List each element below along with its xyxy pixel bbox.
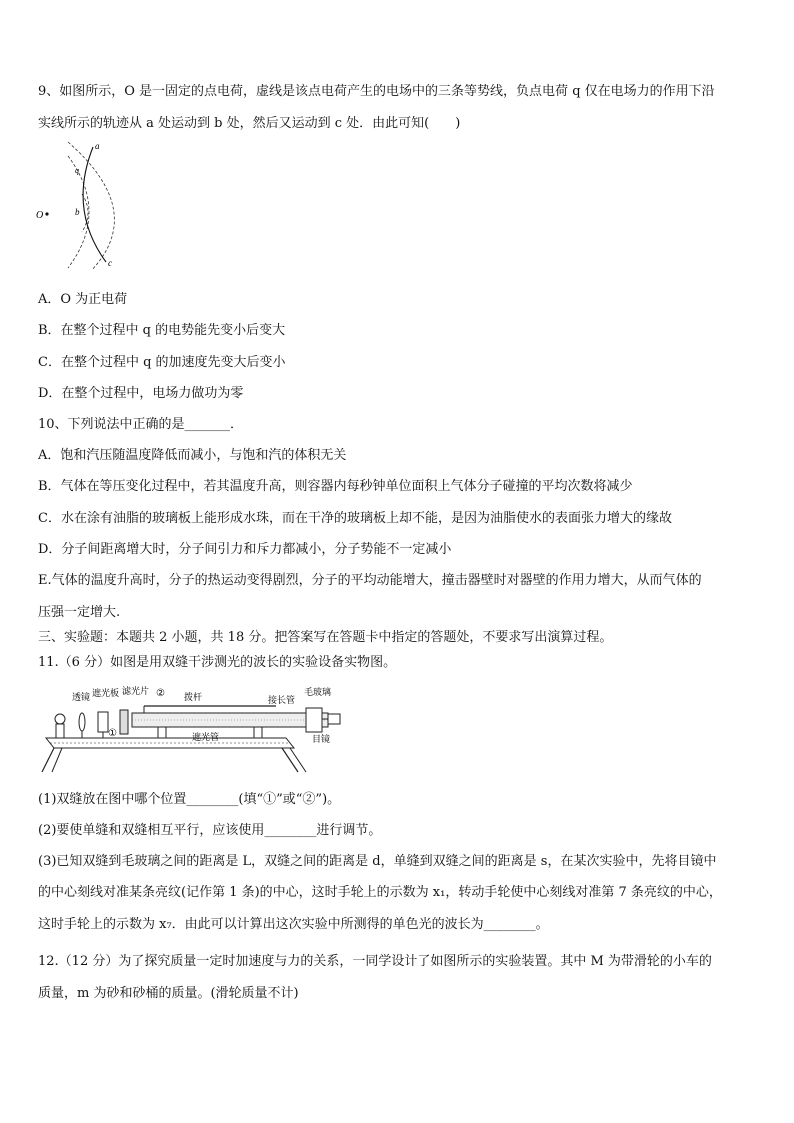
label-mark2: ② [156,688,165,699]
frosted-glass-housing [306,708,322,732]
q9-stem-line2: 实线所示的轨迹从 a 处运动到 b 处，然后又运动到 c 处．由此可知( ) [38,116,461,131]
q9-option-a: A．O 为正电荷 [38,292,128,307]
q12-stem-line1: 12.（12 分）为了探究质量一定时加速度与力的关系，一同学设计了如图所示的实验装置。其中 M 为带滑轮的小车的 [38,954,712,969]
q10-option-e-line2: 压强一定增大. [38,605,121,620]
light-source [55,714,65,724]
label-mark1: ① [108,728,117,739]
q11-part1: (1)双缝放在图中哪个位置________(填“①”或“②”)。 [38,792,341,807]
q11-part3-line3: 这时手轮上的示数为 x₇．由此可以计算出这次实验中所测得的单色光的波长为________。 [38,917,549,932]
q11-part2: (2)要使单缝和双缝相互平行，应该使用________进行调节。 [38,823,382,838]
label-filter: 滤光片 [122,686,150,696]
filter-holder [98,712,108,732]
label-extension-tube: 接长管 [268,695,296,705]
q10-option-a: A．饱和汽压随温度降低而减小，与饱和汽的体积无关 [38,448,347,463]
q9-option-d: D．在整个过程中，电场力做功为零 [38,386,244,401]
bench-leg-left [42,748,54,772]
bench-leg-right [282,748,298,772]
label-c: c [108,258,112,268]
label-o: O [36,210,44,221]
label-b: b [75,207,80,217]
q9-option-b: B．在整个过程中 q 的电势能先变小后变大 [38,323,286,338]
q12-stem-line2: 质量，m 为砂和砂桶的质量。(滑轮质量不计) [38,986,299,1001]
label-tube: 遮光管 [192,732,220,742]
q9-option-c: C．在整个过程中 q 的加速度先变大后变小 [38,355,286,370]
q10-option-c: C．水在涂有油脂的玻璃板上能形成水珠，而在干净的玻璃板上却不能，是因为油脂使水的表面张力增大的缘故 [38,511,672,526]
eyepiece [328,714,340,724]
point-charge-dot [45,212,48,215]
q10-option-d: D．分子间距离增大时，分子间引力和斥力都减小，分子势能不一定减小 [38,542,452,557]
q11-apparatus-diagram [36,686,346,778]
q10-option-b: B．气体在等压变化过程中，若其温度升高，则容器内每秒钟单位面积上气体分子碰撞的平均次数将减少 [38,479,633,494]
light-shield-tube [132,713,328,727]
q11-stem: 11.（6 分）如图是用双缝干涉测光的波长的实验设备实物图。 [38,655,397,670]
q11-part3-line2: 的中心刻线对准某条亮纹(记作第 1 条)的中心，这时手轮上的示数为 x₁，转动手轮使中心刻线对准第 7 条亮纹的中心， [38,885,722,900]
label-a: a [95,141,100,151]
label-eyepiece: 目镜 [312,734,331,744]
lens [79,713,85,731]
q10-stem: 10、下列说法中正确的是_______． [38,417,244,432]
label-rod: 拨杆 [184,692,203,702]
q9-stem-line1: 9、如图所示，O 是一固定的点电荷，虚线是该点电荷产生的电场中的三条等势线，负点电荷 q 仅在电场力的作用下沿 [38,84,715,99]
equipotential-outer [68,142,114,270]
label-frosted-glass: 毛玻璃 [304,687,332,697]
q11-part3-line1: (3)已知双缝到毛玻璃之间的距离是 L，双缝之间的距离是 d，单缝到双缝之间的距离是 s，在某次实验中，先将目镜中 [38,854,717,869]
label-q: q [75,166,79,175]
label-lens: 透镜 [72,692,91,702]
label-shield-plate: 遮光板 [92,688,120,698]
q10-option-e-line1: E.气体的温度升高时，分子的热运动变得剧烈，分子的平均动能增大，撞击器壁时对器壁的作用力增大，从而气体的 [38,573,702,588]
section3-heading: 三、实验题：本题共 2 小题，共 18 分。把答案写在答题卡中指定的答题处，不要求写出演算过程。 [38,630,613,645]
q9-field-diagram [30,140,130,270]
